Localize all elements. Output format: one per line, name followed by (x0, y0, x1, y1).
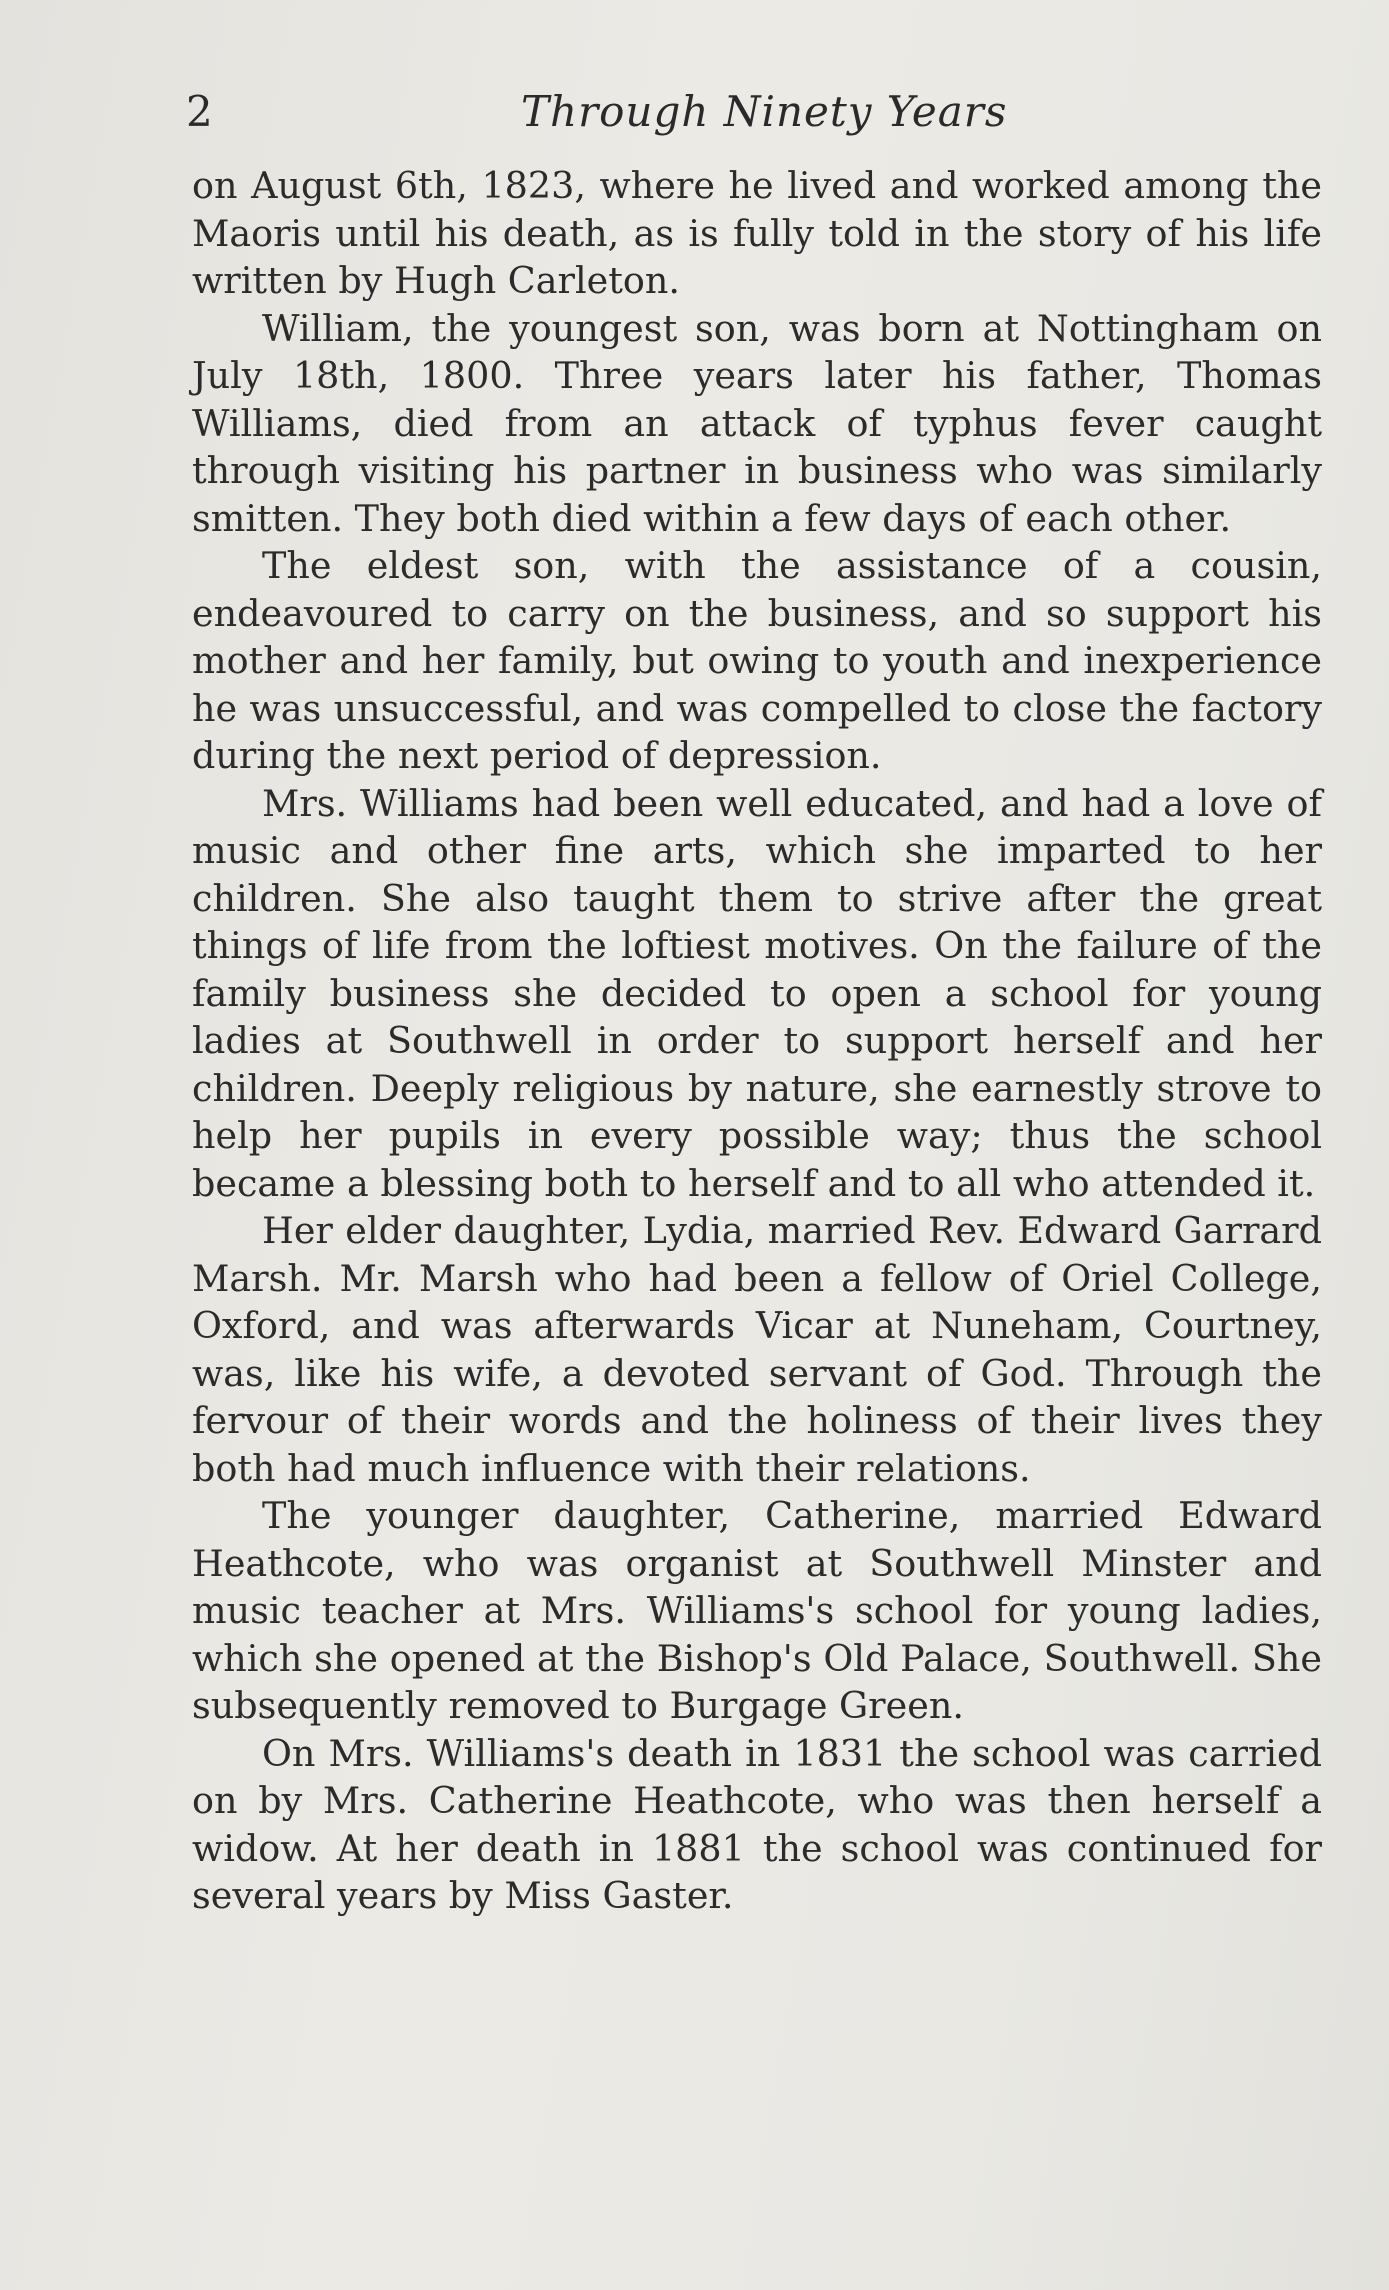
running-title: Through Ninety Years (521, 87, 1008, 136)
paragraph: on August 6th, 1823, where he lived and worked among the Maoris until his death, as is fully told in the story of his life written by Hugh Carleton. (192, 164, 1322, 302)
paragraph: Her elder daughter, Lydia, married Rev. Edward Garrard Marsh. Mr. Marsh who had been a fellow of Oriel College, Oxford, and was afterwards Vicar at Nuneham, Courtney, was, like his wife, a devoted servant of God. Through the fervour of their words and the holiness of their lives they both had much influence with their relations. (192, 1209, 1322, 1490)
paragraph: Mrs. Williams had been well educated, and had a love of music and other fine arts, which she imparted to her children. She also taught them to strive after the great things of life from the loftiest motives. On the failure of the family business she decided to open a school for young ladies at Southwell in order to support herself and her children. Deeply religious by nature, she earnestly strove to help her pupils in every possible way; thus the school became a blessing both to herself and to all who attended it. (192, 781, 1322, 1205)
paragraph: The eldest son, with the assistance of a cousin, endeavoured to carry on the business, and so support his mother and her family, but owing to youth and inexperience he was unsuccessful, and was compelled to close the factory during the next period of depression. (192, 544, 1322, 777)
paragraph: William, the youngest son, was born at Nottingham on July 18th, 1800. Three years later his father, Thomas Williams, died from an attack of typhus fever caught through visiting his partner in business who was similarly smitten. They both died within a few days of each other. (192, 306, 1322, 540)
paragraph: On Mrs. Williams's death in 1831 the school was carried on by Mrs. Catherine Heathcote, who was then herself a widow. At her death in 1881 the school was continued for several years by Miss Gaster. (192, 1731, 1322, 1917)
page-number: 2 (186, 87, 213, 136)
body-text (192, 162, 1322, 1920)
page-header (186, 82, 1316, 142)
paragraph: The younger daughter, Catherine, married Edward Heathcote, who was organist at Southwell Minster and music teacher at Mrs. Williams's school for young ladies, which she opened at the Bishop's Old Palace, Southwell. She subsequently removed to Burgage Green. (192, 1494, 1322, 1727)
